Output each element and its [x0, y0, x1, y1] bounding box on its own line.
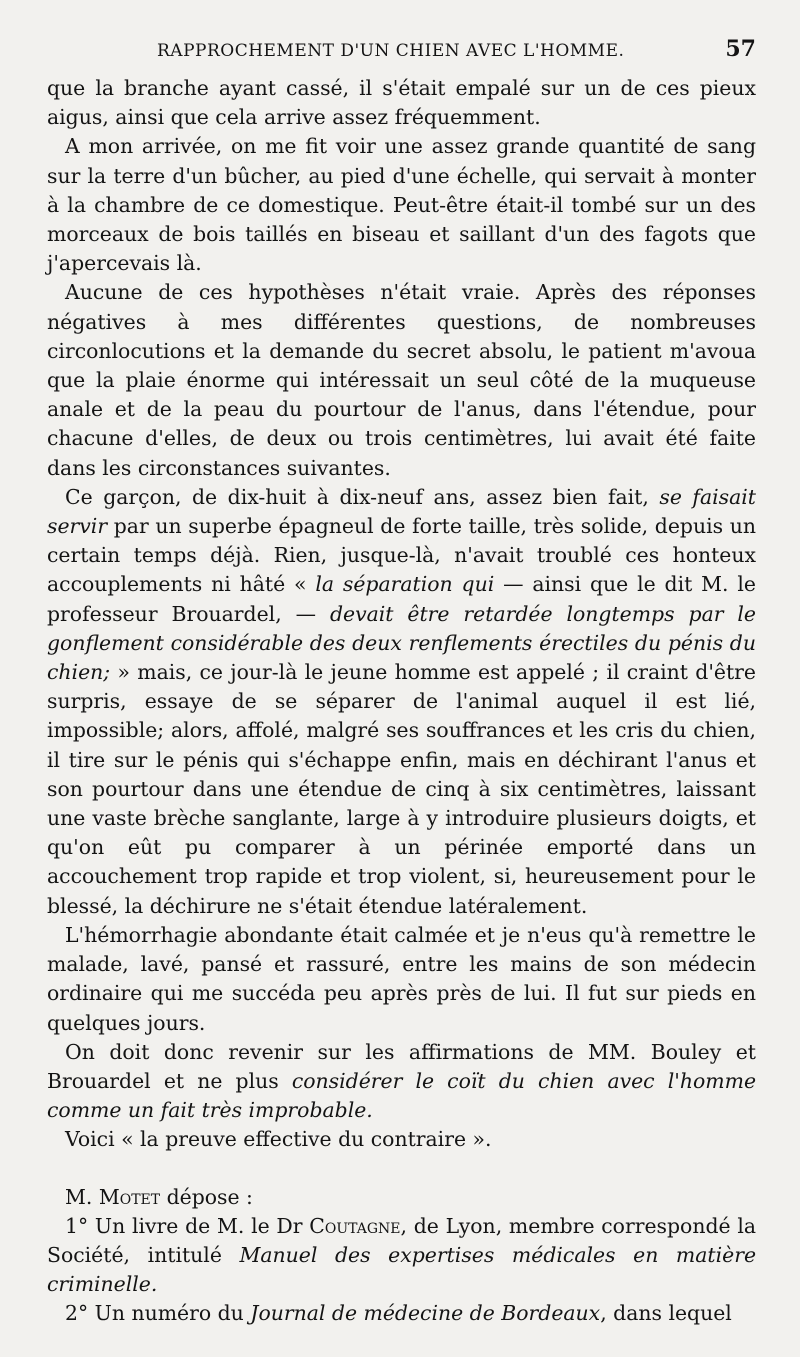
italic-title: Journal de médecine de Bordeaux — [250, 1301, 601, 1326]
paragraph-arrival: A mon arrivée, on me fit voir une assez grande quantité de sang sur la terre d'un bûcher, au pied d'une échelle, qui servait à monter à la chambre de ce domestique. Peut-être était-il tombé sur un des morceaux de bois taillés en biseau et saillant d'un des fagots que j'apercevais là. — [47, 134, 756, 276]
italic-title: Manuel des expertises médicales en matière criminelle. — [47, 1242, 757, 1297]
text-span: — ainsi que le dit M. le professeur Brouardel, — — [47, 572, 756, 626]
text-span: 2° Un numéro du — [65, 1301, 244, 1326]
text-span: » mais, ce jour-là le jeune homme est appelé ; il craint d'être surpris, essaye de se séparer de l'animal auquel il est lié, impossible; alors, affolé, malgré ses souffrances et les cris du chien, il tire sur le pénis qui s'échappe enfin, mais en déchirant l'anus et son pourtour dans une étendue de cinq à six centimètres, laissant une vaste brèche sanglante, large à y introduire plusieurs doigts, et qu'on eût pu comparer à un périnée emporté dans un accouchement trop rapide et trop violent, si, heureusement pour le blessé, la déchirure ne s'était étendue latéralement. — [47, 660, 756, 918]
italic-quote: devait être retardée longtemps par le gonflement considérable des deux renflements érectiles du pénis du chien; — [47, 601, 756, 685]
name-smallcaps: Coutagne — [309, 1213, 401, 1238]
paragraph-deposit — [47, 1183, 756, 1212]
italic-quote: la séparation qui — [315, 572, 495, 597]
text-span: , de Lyon, membre correspondé la Société, intitulé — [47, 1213, 756, 1267]
list-item-2 — [47, 1299, 756, 1328]
running-head — [47, 36, 756, 62]
text-span: , dans lequel — [600, 1301, 732, 1326]
page-number: 57 — [725, 36, 756, 62]
paragraph-case — [47, 483, 756, 921]
section-gap — [47, 1155, 756, 1183]
text-span: dépose : — [166, 1184, 253, 1209]
text-span: par un superbe épagneul de forte taille, très solide, depuis un certain temps déjà. Rien, jusque-là, n'avait troublé ces honteux accouplements ni hâté « — [47, 514, 757, 597]
page-body — [47, 74, 756, 1329]
paragraph-continuation: que la branche ayant cassé, il s'était empalé sur un de ces pieux aigus, ainsi que cela arrive assez fréquemment. — [47, 76, 756, 130]
paragraph-hypotheses: Aucune de ces hypothèses n'était vraie. Après des réponses négatives à mes différentes questions, de nombreuses circonlocutions et la demande du secret absolu, le patient m'avoua que la plaie énorme qui intéressait un seul côté de la muqueuse anale et de la peau du pourtour de l'anus, dans l'étendue, pour chacune d'elles, de deux ou trois centimètres, lui avait été faite dans les circonstances suivantes. — [47, 280, 756, 480]
paragraph-conclusion — [47, 1038, 756, 1126]
italic-span: considérer le coït du chien avec l'homme comme un fait très improbable. — [47, 1068, 757, 1123]
text-span: 1° Un livre de M. le Dr — [65, 1213, 303, 1238]
italic-span: se faisait servir — [47, 484, 756, 539]
paragraph-proof: Voici « la preuve effective du contraire ». — [65, 1127, 492, 1152]
list-item-1 — [47, 1212, 756, 1300]
name-smallcaps: M. Motet — [65, 1184, 161, 1209]
paragraph-hemorrhage: L'hémorrhagie abondante était calmée et je n'eus qu'à remettre le malade, lavé, pansé et rassuré, entre les mains de son médecin ordinaire qui me succéda peu après près de lui. Il fut sur pieds en quelques jours. — [47, 922, 756, 1035]
running-title: RAPPROCHEMENT D'UN CHIEN AVEC L'HOMME. — [157, 41, 625, 61]
text-span: Ce garçon, de dix-huit à dix-neuf ans, assez bien fait, — [65, 484, 649, 509]
text-span: On doit donc revenir sur les affirmations de MM. Bouley et Brouardel et ne plus — [47, 1039, 756, 1093]
